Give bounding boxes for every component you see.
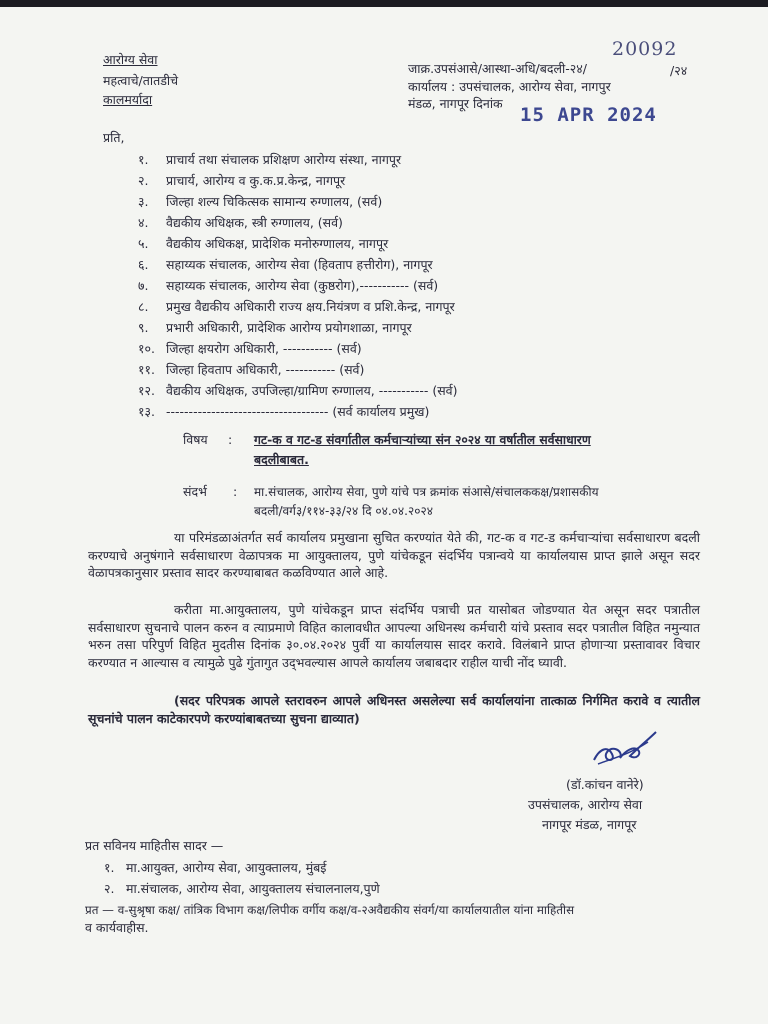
list-item: ३. जिल्हा शल्य चिकित्सक सामान्य रुग्णालय, (सर्व) [138, 194, 383, 209]
reference-label: संदर्भ [183, 484, 207, 499]
signatory-designation: उपसंचालक, आरोग्य सेवा [528, 797, 643, 812]
list-item: १३. ------------------------------------ (सर्व कार्यालय प्रमुख) [138, 404, 430, 419]
list-item: ८. प्रमुख वैद्यकीय अधिकारी राज्य क्षय.नियंत्रण व प्रशि.केन्द्र, नागपूर [138, 299, 455, 314]
copy-note-line-2: व कार्यवाहीस. [85, 920, 149, 935]
copy-heading: प्रत सविनय माहितीस सादर — [85, 838, 224, 853]
department-name: आरोग्य सेवा [103, 52, 158, 67]
subject-line-1: गट-क व गट-ड संवर्गातील कर्मचाऱ्यांच्या संन २०२४ या वर्षातील सर्वसाधारण [254, 433, 591, 447]
scan-top-border [0, 0, 768, 7]
copy-item: २. मा.संचालक, आरोग्य सेवा, आयुक्तालय संचालनालय,पुणे [104, 881, 380, 896]
list-item: ९. प्रभारी अधिकारी, प्रादेशिक आरोग्य प्रयोगशाळा, नागपूर [138, 320, 412, 335]
subject-colon: : [228, 432, 233, 447]
body-paragraph-1: या परिमंडळाअंतर्गत सर्व कार्यालय प्रमुखाना सुचित करण्यांत येते की, गट-क व गट-ड कर्मचाऱ्यांचा सर्वसाधारण बदली करण्याचे अनुषंगाने सर्वसाधारण वेळापत्रक मा आयुक्तालय, पुणे यांचेकडून संदर्भिय पत्रान्वये या कार्यालयास प्राप्त झाले असून सदर वेळापत्रकानुसार प्रस्ताव सादर करण्याबाबत कळविण्यात आले आहे. [88, 530, 700, 580]
reference-suffix: /२४ [670, 63, 688, 78]
reference-number: जाक्र.उपसंआसे/आस्था-अधि/बदली-२४/ [408, 61, 587, 76]
signatory-name: (डॉ.कांचन वानेरे) [566, 777, 644, 792]
list-item: ४. वैद्यकीय अधिक्षक, स्त्री रुग्णालय, (सर्व) [138, 215, 343, 230]
body-paragraph-3: (सदर परिपत्रक आपले स्तरावरुन आपले अधिनस्त असलेल्या सर्व कार्यालयांना तात्काळ निर्गमित करावे व त्यातील सूचनांचे पालन काटेकारपणे करण्यांबाबतच्या सुचना द्याव्यात) [88, 693, 700, 726]
subject-line-2: बदलीबाबत. [254, 452, 309, 467]
copy-item: १. मा.आयुक्त, आरोग्य सेवा, आयुक्तालय, मुंबई [104, 860, 327, 875]
list-item: ७. सहाय्यक संचालक, आरोग्य सेवा (कुष्ठरोग),----------- (सर्व) [138, 278, 439, 293]
reference-line-1: मा.संचालक, आरोग्य सेवा, पुणे यांचे पत्र क्रमांक संआसे/संचालककक्ष/प्रशासकीय [254, 485, 599, 499]
list-item: १. प्राचार्य तथा संचालक प्रशिक्षण आरोग्य संस्था, नागपूर [138, 152, 402, 167]
list-item: ६. सहाय्यक संचालक, आरोग्य सेवा (हिवताप हत्तीरोग), नागपूर [138, 257, 433, 272]
inward-stamp-number: 20092 [612, 38, 678, 60]
reference-line-2: बदली/वर्ग३/११४-३३/२४ दि ०४.०४.२०२४ [254, 504, 433, 518]
copy-note-line-1: प्रत — व-सुश्रृषा कक्ष/ तांत्रिक विभाग कक्ष/लिपीक वर्गीय कक्ष/व-२अवैद्यकीय संवर्ग/या कार्यालयातील यांना माहितीस [85, 903, 575, 917]
signatory-office: नागपूर मंडळ, नागपूर [542, 817, 637, 832]
list-item: २. प्राचार्य, आरोग्य व कु.क.प्र.केन्द्र, नागपूर [138, 173, 346, 188]
list-item: १०. जिल्हा क्षयरोग अधिकारी, ----------- (सर्व) [138, 341, 362, 356]
list-item: १२. वैद्यकीय अधिक्षक, उपजिल्हा/ग्रामिण रुग्णालय, ----------- (सर्व) [138, 383, 458, 398]
priority-label: महत्वाचे/तातडीचे [103, 73, 179, 88]
circle-date-label: मंडळ, नागपूर दिनांक [408, 96, 503, 111]
reference-colon: : [233, 484, 238, 499]
salutation: प्रति, [103, 130, 125, 145]
list-item: ५. वैद्यकीय अधिकक्ष, प्रादेशिक मनोरुग्णालय, नागपूर [138, 236, 389, 251]
handwritten-signature [590, 728, 660, 768]
subject-label: विषय [183, 432, 208, 447]
list-item: ११. जिल्हा हिवताप अधिकारी, ----------- (सर्व) [138, 362, 365, 377]
office-address: कार्यालय : उपसंचालक, आरोग्य सेवा, नागपुर [408, 79, 611, 94]
deadline-label: कालमर्यादा [103, 92, 153, 107]
date-stamp: 15 APR 2024 [520, 104, 657, 126]
body-paragraph-2: करीता मा.आयुक्तालय, पुणे यांचेकडून प्राप्त संदर्भिय पत्राची प्रत यासोबत जोडण्यात येत असून सदर पत्रातील सर्वसाधारण सुचनाचे पालन करुन व त्याप्रमाणे विहित कालावधीत आपल्या अधिनस्थ कर्मचारी यांचे प्रस्ताव सदर पत्रातील विहित नमुन्यात भरुन तसा परिपुर्ण विहित मुदतीस दिनांक ३०.०४.२०२४ पुर्वी या कार्यालयास सादर करावे. विलंबाने प्राप्त होणाऱ्या प्रस्तावावर विचार करण्यात न आल्यास व त्यामुळे पुढे गुंतागुत उद्‌भवल्यास आपले कार्यालय जबाबदार राहील याची नोंद घ्यावी. [88, 602, 700, 670]
